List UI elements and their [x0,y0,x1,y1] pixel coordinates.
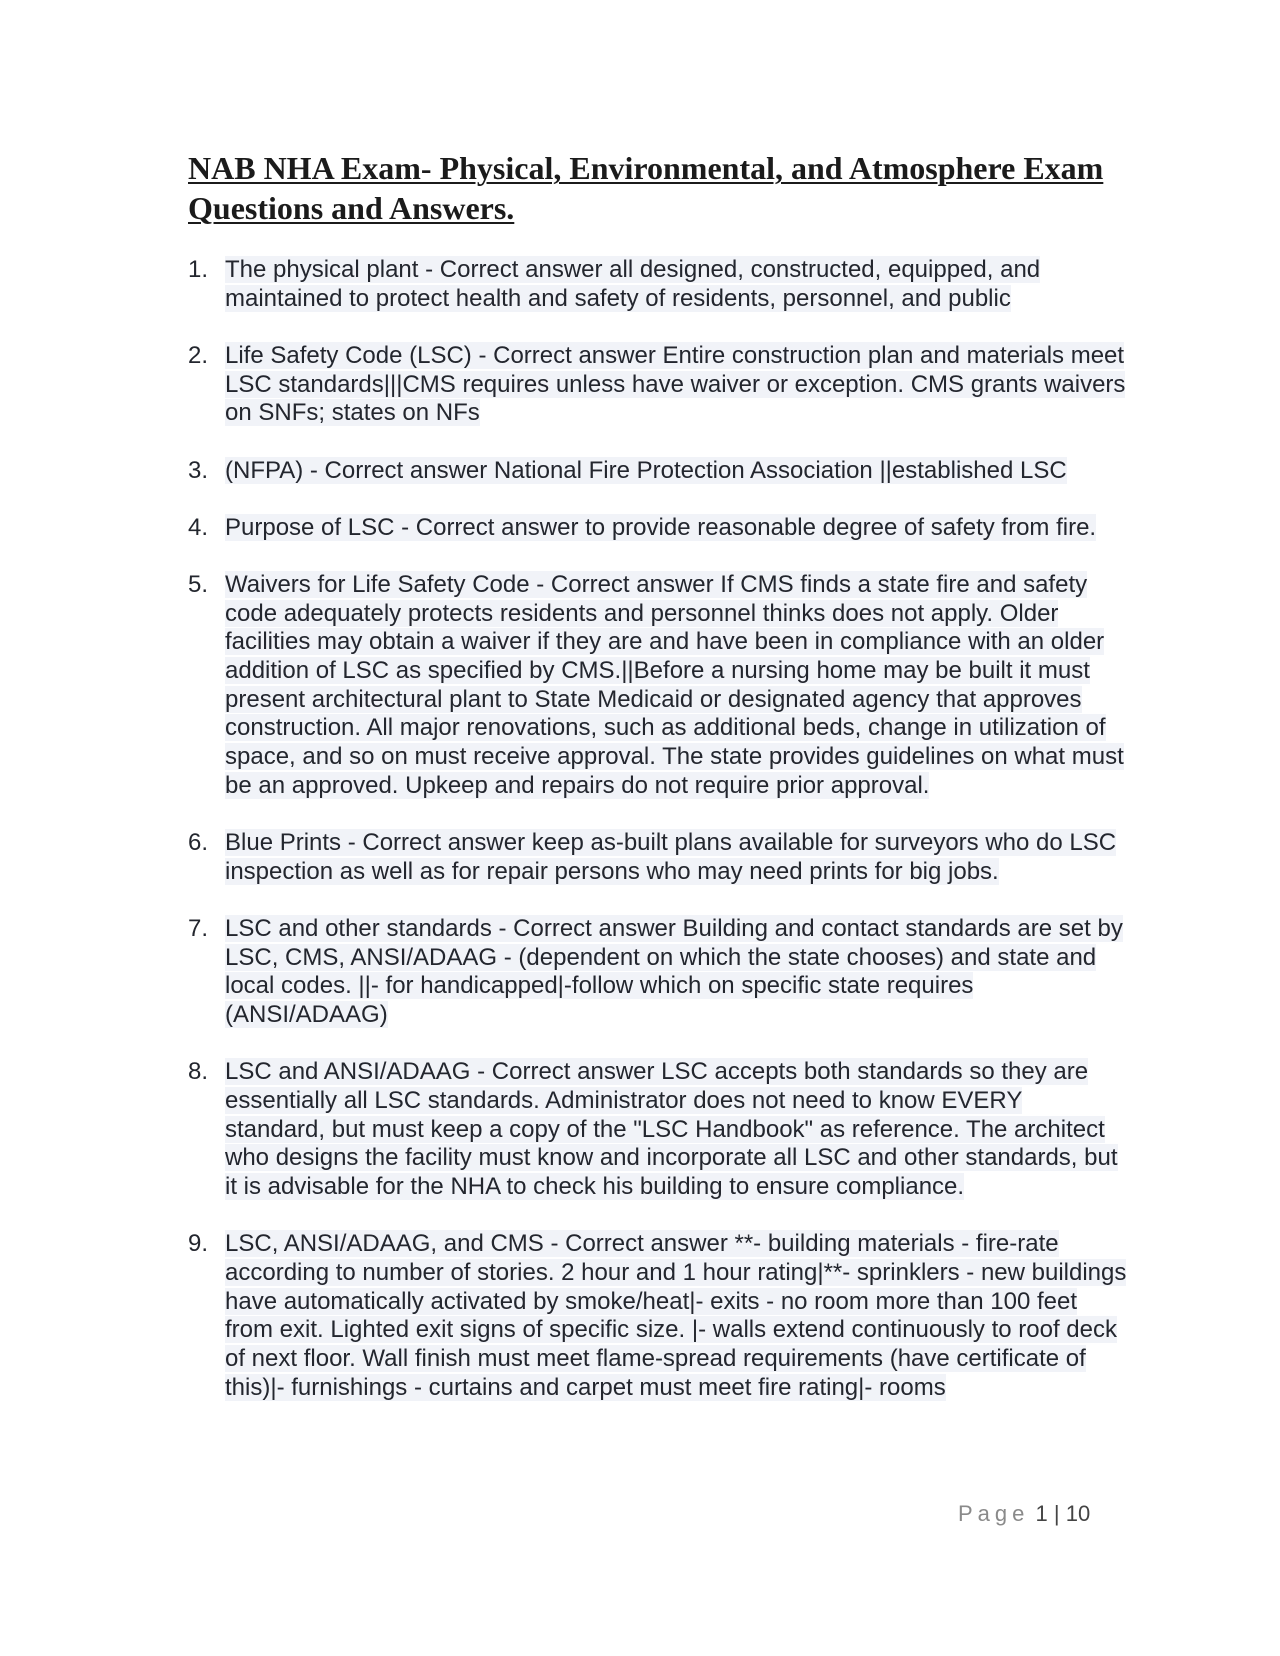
item-text [225,571,1128,801]
list-item [188,571,1128,801]
item-number: 5. [188,570,209,598]
item-text-content: Waivers for Life Safety Code - Correct answer If CMS finds a state fire and safety code adequately protects residents and personnel thinks does not apply. Older facilities may obtain a waiver if they are and have been in compliance with an older addition of LSC as specified by CMS.||Before a nursing home may be built it must present architectural plant to State Medicaid or designated agency that approves construction. All major renovations, such as additional beds, change in utilization of space, and so on must receive approval. The state provides guidelines on what must be an approved. Upkeep and repairs do not require prior approval. [225,570,1124,799]
item-number: 1. [188,256,209,283]
list-item [188,342,1128,428]
list-item [188,1230,1128,1402]
item-text [225,1058,1128,1202]
total-pages: 10 [1065,1501,1091,1526]
item-text-content: Blue Prints - Correct answer keep as-built plans available for surveyors who do LSC inspection as well as for repair persons who may need prints for big jobs. [225,829,1117,885]
item-text [225,1230,1128,1402]
item-number: 2. [188,341,209,369]
page-footer [958,1500,1090,1528]
list-item [188,915,1128,1030]
item-number: 7. [188,914,209,942]
item-text [225,256,1128,313]
item-text [225,514,1128,543]
current-page-number: 1 [1035,1501,1048,1526]
item-text-content: LSC and ANSI/ADAAG - Correct answer LSC accepts both standards so they are essentially all LSC standards. Administrator does not need to know EVERY standard, but must keep a copy of the "LSC Handbook" as reference. The architect who designs the facility must know and incorporate all LSC and other standards, but it is advisable for the NHA to check his building to ensure compliance. [225,1058,1118,1201]
item-text [225,915,1128,1030]
item-text [225,342,1128,428]
item-text-content: The physical plant - Correct answer all designed, constructed, equipped, and maintained to protect health and safety of residents, personnel, and public [225,256,1041,312]
list-item [188,829,1128,886]
list-item [188,457,1128,486]
item-text-content: Purpose of LSC - Correct answer to provide reasonable degree of safety from fire. [225,513,1097,541]
item-text-content: Life Safety Code (LSC) - Correct answer Entire construction plan and materials meet LSC standards|||CMS requires unless have waiver or exception. CMS grants waivers on SNFs; states on NFs [225,341,1126,427]
list-item [188,256,1128,313]
item-text [225,829,1128,886]
list-item [188,514,1128,543]
item-text-content: (NFPA) - Correct answer National Fire Protection Association ||established LSC [225,456,1067,484]
item-number: 8. [188,1058,209,1086]
page-separator: | [1053,1501,1060,1526]
item-text-content: LSC, ANSI/ADAAG, and CMS - Correct answer **- building materials - fire-rate according to number of stories. 2 hour and 1 hour rating|**- sprinklers - new buildings have automatically activated by smoke/heat|- exits - no room more than 100 feet from exit. Lighted exit signs of specific size. |- walls extend continuously to roof deck of next floor. Wall finish must meet flame-spread requirements (have certificate of this)|- furnishings - curtains and carpet must meet fire rating|- rooms [225,1230,1127,1401]
item-text [225,457,1128,486]
item-number: 9. [188,1230,209,1258]
item-number: 3. [188,456,209,484]
page-label: Page [958,1501,1030,1526]
item-text-content: LSC and other standards - Correct answer Building and contact standards are set by LSC, CMS, ANSI/ADAAG - (dependent on which the state chooses) and state and local codes. ||- for handicapped|-follow which on specific state requires (ANSI/ADAAG) [225,914,1123,1029]
item-number: 4. [188,513,209,541]
document-title: NAB NHA Exam- Physical, Environmental, and Atmosphere Exam Questions and Answers. [188,150,1104,226]
qa-list [188,256,1128,1431]
list-item [188,1058,1128,1202]
item-number: 6. [188,829,209,857]
